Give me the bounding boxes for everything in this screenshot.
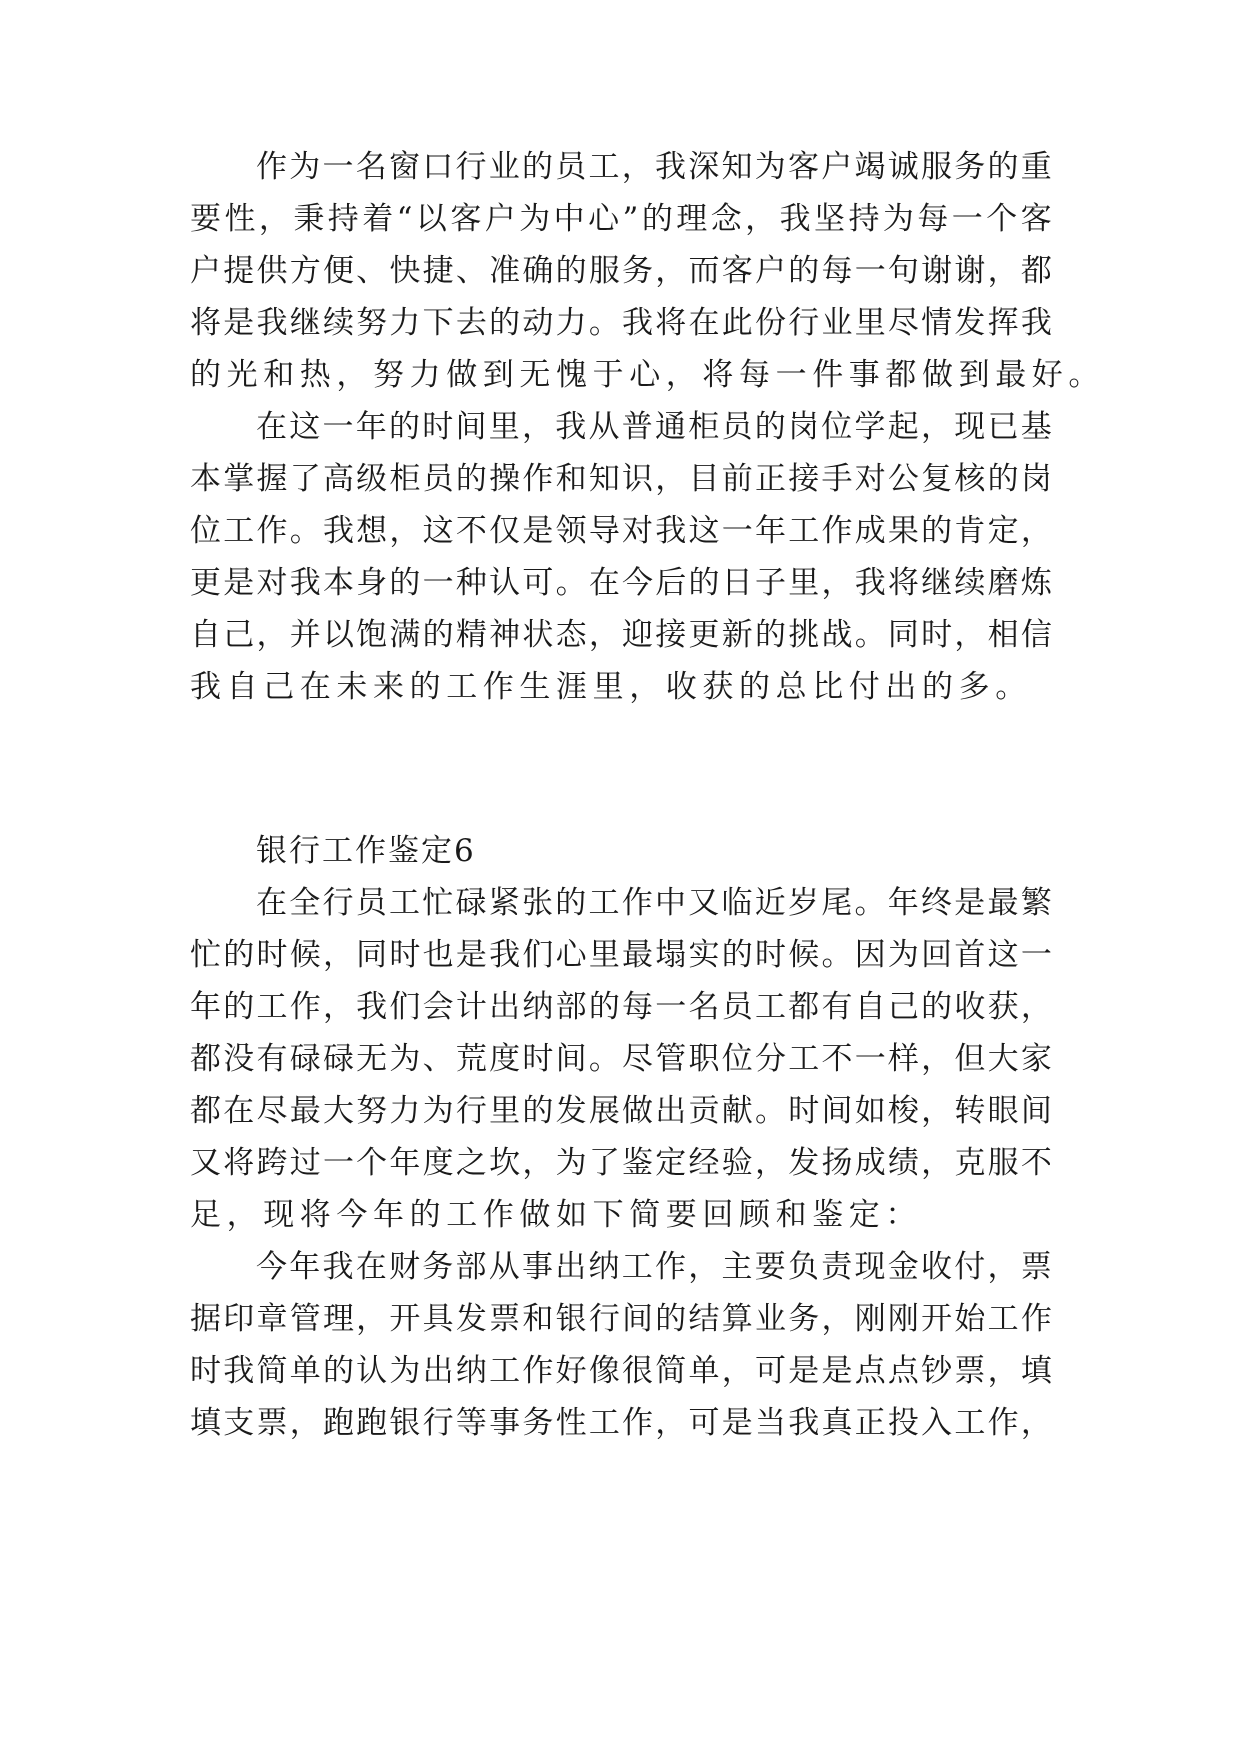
- text-line: 位 工 作 。 我 想 ， 这 不 仅 是 领 导 对 我 这 一 年 工 作 成 果 的 肯 定 ，: [190, 513, 1052, 549]
- text-line: 都 在 尽 最 大 努 力 为 行 里 的 发 展 做 出 贡 献 。 时 间 如 梭 ， 转 眼 间: [190, 1093, 1052, 1129]
- text-line: 又 将 跨 过 一 个 年 度 之 坎 ， 为 了 鉴 定 经 验 ， 发 扬 成 绩 ， 克 服 不: [190, 1145, 1052, 1181]
- text-line: 时 我 简 单 的 认 为 出 纳 工 作 好 像 很 简 单 ， 可 是 是 点 点 钞 票 ， 填: [190, 1353, 1052, 1389]
- text-line: 填 支 票 ， 跑 跑 银 行 等 事 务 性 工 作 ， 可 是 当 我 真 正 投 入 工 作 ，: [190, 1405, 1052, 1441]
- text-line: 都 没 有 碌 碌 无 为 、 荒 度 时 间 。 尽 管 职 位 分 工 不 一 样 ， 但 大 家: [190, 1041, 1052, 1077]
- text-line: 自 己 ， 并 以 饱 满 的 精 神 状 态 ， 迎 接 更 新 的 挑 战 。 同 时 ， 相 信: [190, 617, 1052, 653]
- text-line: 在 全 行 员 工 忙 碌 紧 张 的 工 作 中 又 临 近 岁 尾 。 年 终 是 最 繁: [256, 885, 1052, 921]
- text-line: 本 掌 握 了 高 级 柜 员 的 操 作 和 知 识 ， 目 前 正 接 手 对 公 复 核 的 岗: [190, 461, 1052, 497]
- text-line: 要 性 ， 秉 持 着 “ 以 客 户 为 中 心 ” 的 理 念 ， 我 坚 持 为 每 一 个 客: [190, 201, 1052, 237]
- text-line: 我自己在未来的工作生涯里，收获的总比付出的多。: [190, 669, 1032, 705]
- text-line: 据 印 章 管 理 ， 开 具 发 票 和 银 行 间 的 结 算 业 务 ， 刚 刚 开 始 工 作: [190, 1301, 1052, 1337]
- text-line: 的光和热，努力做到无愧于心，将每一件事都做到最好。: [190, 357, 1105, 393]
- text-line: 作 为 一 名 窗 口 行 业 的 员 工 ， 我 深 知 为 客 户 竭 诚 服 务 的 重: [256, 149, 1052, 185]
- text-line: 将 是 我 继 续 努 力 下 去 的 动 力 。 我 将 在 此 份 行 业 里 尽 情 发 挥 我: [190, 305, 1052, 341]
- text-line: 足，现将今年的工作做如下简要回顾和鉴定：: [190, 1197, 922, 1233]
- text-line: 户 提 供 方 便 、 快 捷 、 准 确 的 服 务 ， 而 客 户 的 每 一 句 谢 谢 ， 都: [190, 253, 1052, 289]
- text-line: 今 年 我 在 财 务 部 从 事 出 纳 工 作 ， 主 要 负 责 现 金 收 付 ， 票: [256, 1249, 1052, 1285]
- text-line: 更 是 对 我 本 身 的 一 种 认 可 。 在 今 后 的 日 子 里 ， 我 将 继 续 磨 炼: [190, 565, 1052, 601]
- text-line: 忙 的 时 候 ， 同 时 也 是 我 们 心 里 最 塌 实 的 时 候 。 因 为 回 首 这 一: [190, 937, 1052, 973]
- text-line: 在 这 一 年 的 时 间 里 ， 我 从 普 通 柜 员 的 岗 位 学 起 ， 现 已 基: [256, 409, 1052, 445]
- section-heading: 银行工作鉴定6: [256, 833, 476, 869]
- text-line: 年 的 工 作 ， 我 们 会 计 出 纳 部 的 每 一 名 员 工 都 有 自 己 的 收 获 ，: [190, 989, 1052, 1025]
